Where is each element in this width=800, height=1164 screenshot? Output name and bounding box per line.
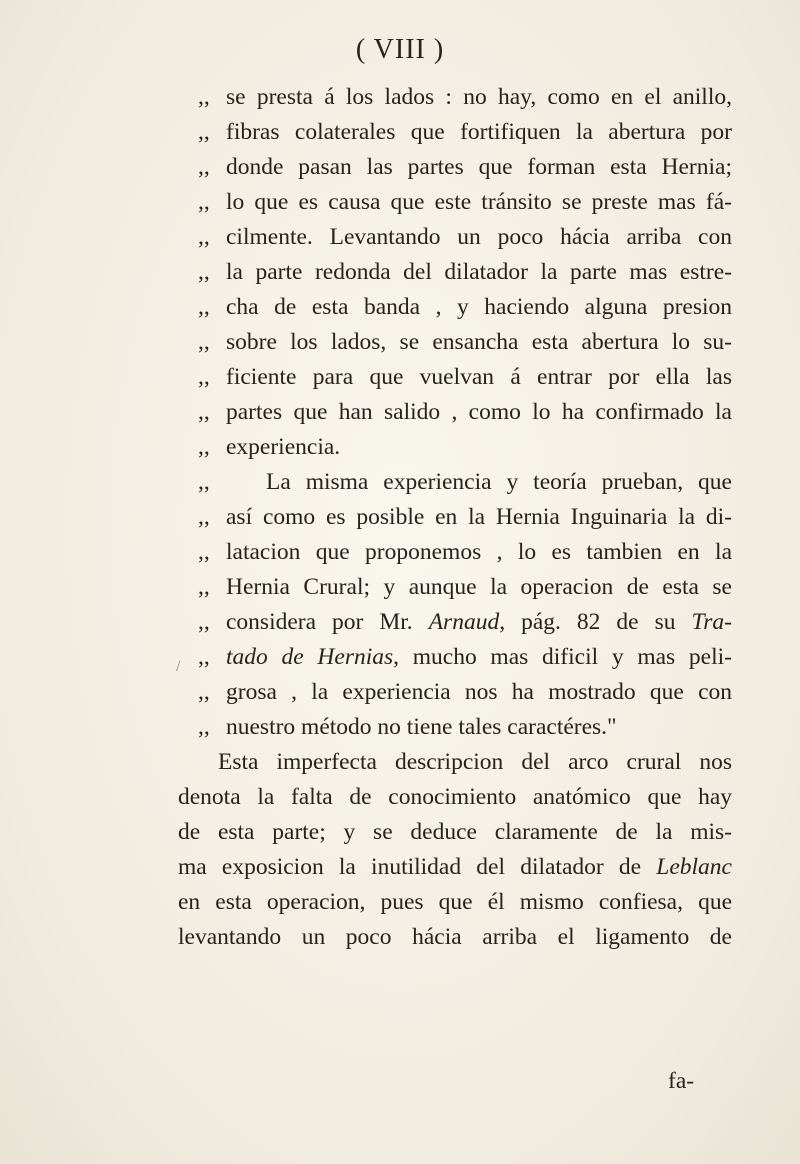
line-text: considera por Mr. <box>226 609 429 635</box>
text-line <box>198 465 732 500</box>
quote-mark: ,, <box>198 189 210 215</box>
text-line <box>198 640 732 675</box>
line-text: la parte redonda del dilatador la parte mas estre- <box>226 259 732 285</box>
text-line <box>198 150 732 185</box>
line-text: ficiente para que vuelvan á entrar por ella las <box>226 364 732 390</box>
line-text: nuestro método no tiene tales caractéres." <box>226 714 617 740</box>
quote-mark: ,, <box>198 679 210 705</box>
text-line <box>198 500 732 535</box>
text-line <box>198 325 732 360</box>
quote-mark: ,, <box>198 609 210 635</box>
text-line <box>198 605 732 640</box>
line-text: cilmente. Levantando un poco hácia arriba con <box>226 224 732 250</box>
italic-text: Tra- <box>691 609 732 635</box>
quote-mark: ,, <box>198 644 210 670</box>
text-line <box>198 430 732 465</box>
line-text: Esta imperfecta descripcion del arco crural nos <box>218 749 732 775</box>
quote-mark: ,, <box>198 714 210 740</box>
stray-mark: / <box>176 658 181 675</box>
text-line <box>178 815 732 850</box>
italic-text: tado de Hernias <box>226 644 394 670</box>
quote-mark: ,, <box>198 154 210 180</box>
quote-mark: ,, <box>198 574 210 600</box>
catchword: fa- <box>668 1068 695 1094</box>
text-line <box>178 885 732 920</box>
text-line <box>198 535 732 570</box>
line-text: lo que es causa que este tránsito se preste mas fá- <box>226 189 732 215</box>
text-line <box>198 570 732 605</box>
line-text: se presta á los lados : no hay, como en el anillo, <box>226 84 732 110</box>
text-line <box>198 395 732 430</box>
text-line <box>198 80 732 115</box>
text-line <box>198 710 732 745</box>
line-text: levantando un poco hácia arriba el ligamento de <box>178 924 732 950</box>
text-line <box>178 780 732 815</box>
italic-text: Leblanc <box>656 854 732 880</box>
text-line <box>178 920 732 955</box>
text-line <box>198 115 732 150</box>
quote-mark: ,, <box>198 329 210 355</box>
line-text: , pág. 82 de su <box>499 609 692 635</box>
text-line <box>198 360 732 395</box>
text-line <box>198 185 732 220</box>
text-line <box>198 675 732 710</box>
line-text: fibras colaterales que fortifiquen la abertura por <box>226 119 732 145</box>
line-text: donde pasan las partes que forman esta Hernia; <box>226 154 732 180</box>
italic-text: Arnaud <box>428 609 500 635</box>
line-text: latacion que proponemos , lo es tambien en la <box>226 539 732 565</box>
quote-mark: ,, <box>198 434 210 460</box>
text-line <box>178 850 732 885</box>
quote-mark: ,, <box>198 469 210 495</box>
line-text: La misma experiencia y teoría prueban, que <box>266 469 732 495</box>
quote-mark: ,, <box>198 224 210 250</box>
quote-mark: ,, <box>198 364 210 390</box>
line-text: cha de esta banda , y haciendo alguna presion <box>226 294 732 320</box>
line-text: experiencia. <box>226 434 341 460</box>
quote-mark: ,, <box>198 504 210 530</box>
text-line <box>198 220 732 255</box>
line-text: grosa , la experiencia nos ha mostrado que con <box>226 679 732 705</box>
quote-mark: ,, <box>198 119 210 145</box>
quote-mark: ,, <box>198 259 210 285</box>
line-text: ma exposicion la inutilidad del dilatador de <box>178 854 657 880</box>
line-text: partes que han salido , como lo ha confirmado la <box>226 399 732 425</box>
text-line <box>198 290 732 325</box>
text-line <box>178 745 732 780</box>
page-number-header: ( VIII ) <box>355 34 445 65</box>
line-text: en esta operacion, pues que él mismo confiesa, que <box>178 889 732 915</box>
quote-mark: ,, <box>198 399 210 425</box>
line-text: así como es posible en la Hernia Inguinaria la di- <box>226 504 732 530</box>
quote-mark: ,, <box>198 294 210 320</box>
line-text: denota la falta de conocimiento anatómico que hay <box>178 784 732 810</box>
line-text: sobre los lados, se ensancha esta abertura lo su- <box>226 329 732 355</box>
line-text: de esta parte; y se deduce claramente de la mis- <box>178 819 732 845</box>
quote-mark: ,, <box>198 84 210 110</box>
line-text: Hernia Crural; y aunque la operacion de esta se <box>226 574 732 600</box>
quote-mark: ,, <box>198 539 210 565</box>
text-line <box>198 255 732 290</box>
line-text: , mucho mas dificil y mas peli- <box>393 644 732 670</box>
body-text <box>178 80 732 955</box>
